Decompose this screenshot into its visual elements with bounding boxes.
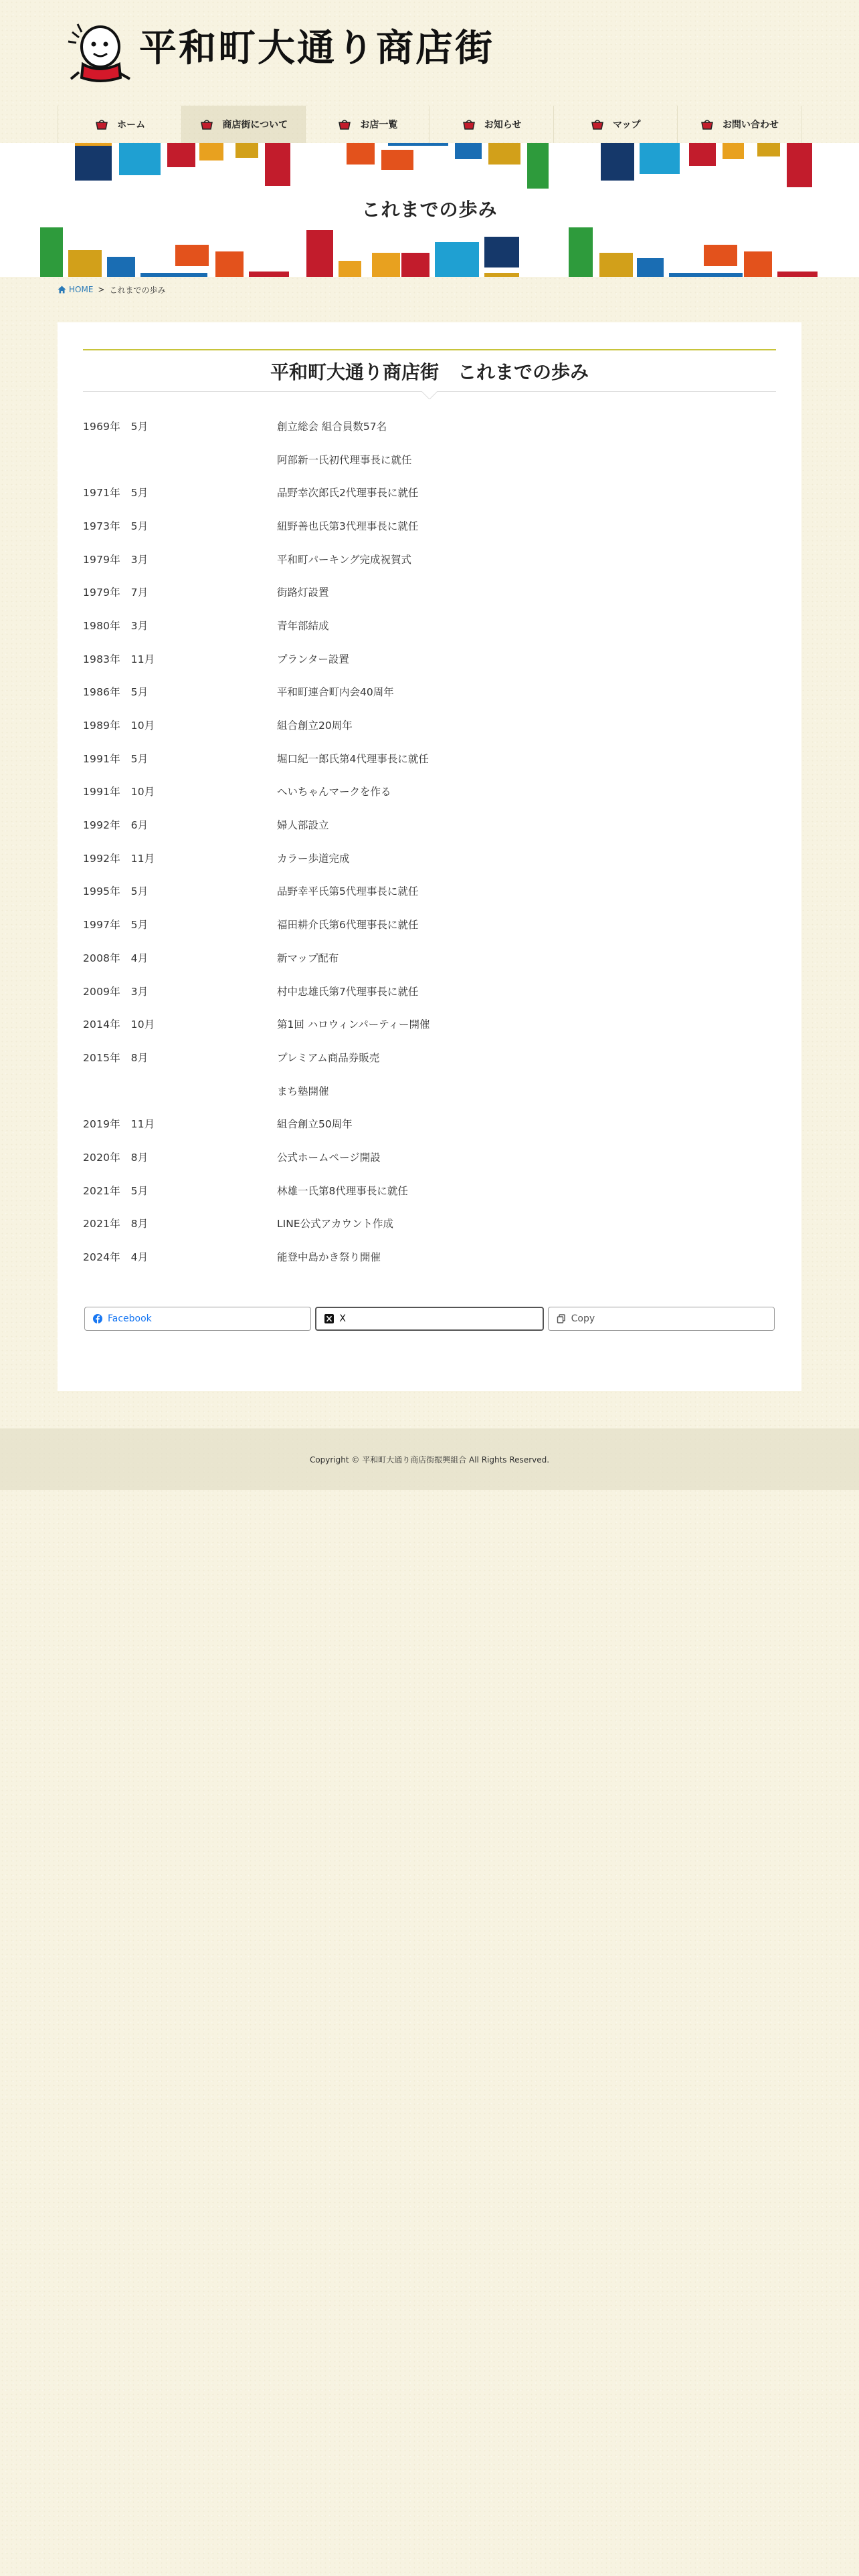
bag-icon [700,119,714,130]
page-title [83,349,776,392]
heading-notch-decoration [421,391,438,399]
history-row [83,443,776,476]
history-event: 能登中島かき祭り開催 [277,1251,381,1264]
history-date: 2020年 8月 [83,1151,149,1164]
history-row [83,1240,776,1273]
site-header [0,0,859,100]
history-row [83,675,776,709]
nav-label: マップ [613,120,641,130]
share-facebook-label: Facebook [108,1313,152,1324]
history-row [83,609,776,642]
site-logo[interactable] [66,12,494,86]
site-footer [0,1428,859,1490]
history-event: 林雄一氏第8代理事長に就任 [277,1184,408,1197]
nav-item-contact[interactable] [677,106,801,143]
history-event: 福田耕介氏第6代理事長に就任 [277,919,419,932]
history-event: プレミアム商品券販売 [277,1051,380,1064]
history-list [83,409,776,1273]
history-row [83,875,776,908]
share-x-label: X [339,1313,346,1324]
history-event: 創立総会 組合員数57名 [277,420,387,433]
bag-icon [462,119,476,130]
nav-item-about[interactable] [181,106,305,143]
history-date: 1991年 10月 [83,786,155,798]
history-date: 1983年 11月 [83,653,155,665]
history-event: 婦人部設立 [277,819,329,832]
mascot-logo-icon [66,12,132,86]
history-row [83,974,776,1008]
history-date: 1980年 3月 [83,619,149,632]
history-date: 1991年 5月 [83,752,149,765]
history-event: カラー歩道完成 [277,852,350,865]
history-date: 2019年 11月 [83,1118,155,1131]
share-x-button[interactable] [315,1307,543,1331]
history-date: 1986年 5月 [83,686,149,699]
history-row [83,575,776,609]
history-event: 紐野善也氏第3代理事長に就任 [277,520,419,532]
history-row [83,1041,776,1074]
history-row [83,907,776,941]
history-row [83,542,776,576]
hero-title: これまでの歩み [361,199,498,221]
history-row [83,941,776,974]
x-icon [324,1314,334,1323]
history-date: 1969年 5月 [83,420,149,433]
facebook-icon [93,1314,102,1323]
history-row [83,409,776,443]
share-copy-button[interactable] [548,1307,775,1331]
history-event: 街路灯設置 [277,586,329,599]
history-row [83,1107,776,1140]
history-row [83,1140,776,1174]
nav-item-news[interactable] [430,106,553,143]
history-event: LINE公式アカウント作成 [277,1218,393,1230]
global-nav [58,106,801,143]
nav-label: ホーム [117,120,146,130]
breadcrumb-home-link[interactable] [58,285,93,294]
share-copy-label: Copy [571,1313,595,1324]
history-row [83,475,776,509]
history-date: 1995年 5月 [83,885,149,898]
history-row [83,775,776,809]
history-event: 組合創立50周年 [277,1118,353,1131]
history-event: 新マップ配布 [277,952,339,964]
history-event: 青年部結成 [277,619,329,632]
history-date: 1979年 3月 [83,553,149,566]
copyright-text: Copyright © 平和町大通り商店街振興組合 All Rights Reserved. [309,1455,550,1465]
history-date: 2014年 10月 [83,1018,155,1031]
history-row [83,1074,776,1107]
history-date: 1992年 11月 [83,852,155,865]
share-facebook-button[interactable] [84,1307,311,1331]
history-row [83,642,776,675]
bag-icon [337,119,352,130]
breadcrumb-home-label: HOME [69,285,94,294]
history-event: プランター設置 [277,653,349,665]
history-event: 村中忠雄氏第7代理事長に就任 [277,985,419,998]
nav-label: お店一覧 [360,120,398,130]
history-event: 品野幸平氏第5代理事長に就任 [277,885,419,898]
history-date: 2024年 4月 [83,1251,149,1264]
nav-label: お知らせ [484,120,522,130]
history-event: 阿部新一氏初代理事長に就任 [277,453,412,466]
history-date: 1992年 6月 [83,819,149,832]
site-title: 平和町大通り商店街 [139,27,494,70]
bag-icon [590,119,605,130]
history-row [83,841,776,875]
history-event: 公式ホームページ開設 [277,1151,381,1164]
history-date: 2009年 3月 [83,985,149,998]
history-event: へいちゃんマークを作る [277,786,391,798]
bag-icon [199,119,214,130]
nav-item-map[interactable] [553,106,677,143]
home-icon [58,286,66,294]
bag-icon [94,119,109,130]
nav-item-home[interactable] [58,106,181,143]
history-row [83,509,776,542]
history-row [83,708,776,742]
copy-icon [557,1314,566,1323]
breadcrumb [58,284,165,296]
history-date: 1973年 5月 [83,520,149,532]
history-event: 堀口紀一郎氏第4代理事長に就任 [277,752,429,765]
page-title-text: 平和町大通り商店街 これまでの歩み [270,360,589,383]
breadcrumb-separator: > [98,285,105,294]
breadcrumb-current: これまでの歩み [109,285,166,295]
share-buttons [84,1307,775,1331]
history-row [83,1207,776,1241]
nav-label: お問い合わせ [722,120,779,130]
history-date: 2021年 8月 [83,1218,149,1230]
history-event: 第1回 ハロウィンパーティー開催 [277,1018,430,1031]
history-date: 1979年 7月 [83,586,149,599]
history-row [83,1174,776,1207]
history-row [83,808,776,841]
history-event: 組合創立20周年 [277,720,353,732]
history-date: 1989年 10月 [83,720,155,732]
history-event: 品野幸次郎氏2代理事長に就任 [277,487,419,500]
history-date: 2008年 4月 [83,952,149,964]
nav-item-shops[interactable] [305,106,429,143]
history-row [83,742,776,775]
history-event: まち塾開催 [277,1085,329,1097]
history-date: 2021年 5月 [83,1184,149,1197]
history-date: 1971年 5月 [83,487,149,500]
history-event: 平和町パーキング完成祝賀式 [277,553,412,566]
nav-label: 商店街について [222,120,288,130]
main-content [58,322,801,1391]
history-row [83,1007,776,1041]
page-hero [0,143,859,277]
history-date: 2015年 8月 [83,1051,149,1064]
history-event: 平和町連合町内会40周年 [277,686,394,699]
history-date: 1997年 5月 [83,919,149,932]
